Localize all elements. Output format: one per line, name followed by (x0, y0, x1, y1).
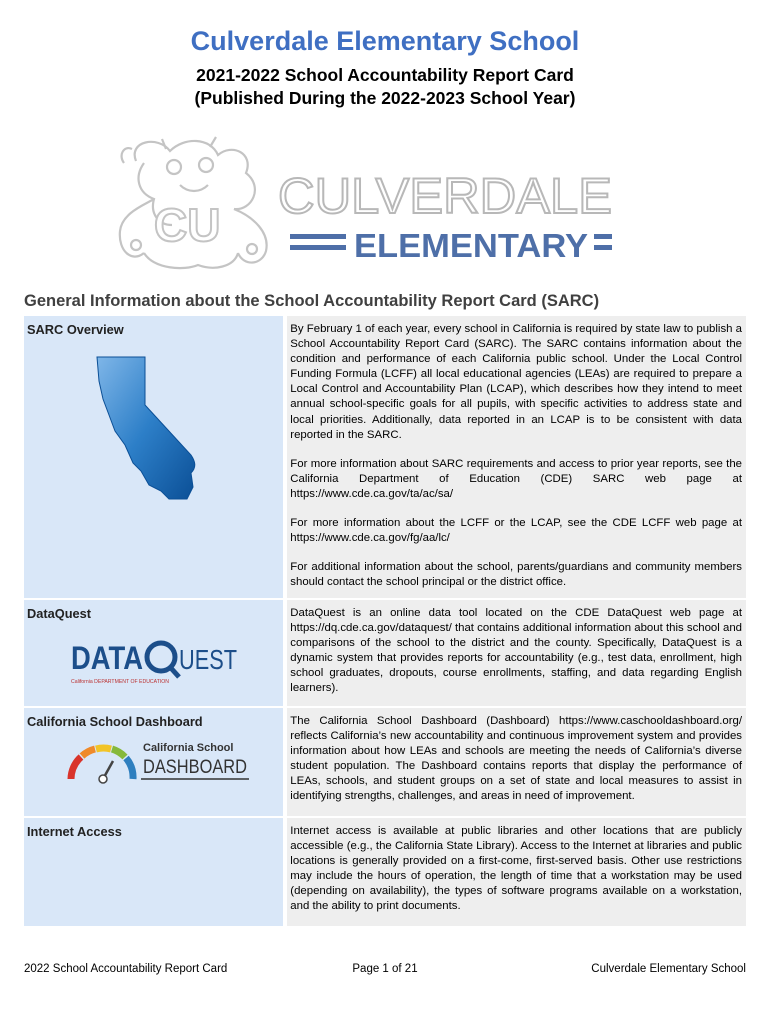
dataquest-logo-caption: California DEPARTMENT OF EDUCATION (71, 679, 170, 685)
dashboard-paragraph: The California School Dashboard (Dashboard) https://www.caschooldashboard.org/ reflects California’s new accountability and continuous improvement system and provides information about how LEAs and schools are meeting the needs of California’s diverse student population. The Dashboard contains reports that display the performance of LEAs, schools, and student groups on a set of state and local measures to assist in identifying strengths, challenges, and areas in need of improvement. (290, 715, 742, 803)
row-content-cell (287, 708, 746, 816)
sarc-overview-paragraph: For additional information about the school, parents/guardians and community members should contact the school principal or the district office. (290, 561, 742, 589)
row-content-cell (287, 600, 746, 706)
dataquest-logo-uest: UEST (179, 644, 237, 675)
report-subtitle: (Published During the 2022-2023 School Year) (194, 88, 576, 108)
sarc-overview-paragraph: For more information about the LCFF or the LCAP, see the CDE LCFF web page at https://www.cde.ca.gov/fg/aa/lc/ (290, 517, 742, 545)
school-name: Culverdale Elementary School (190, 26, 580, 56)
report-title-block (0, 64, 770, 110)
logo-bar-left-top (290, 234, 346, 239)
logo-initials: CU (154, 199, 221, 251)
table-row (24, 316, 746, 598)
logo-word-culverdale: CULVERDALE (278, 168, 612, 224)
sarc-overview-paragraph: By February 1 of each year, every school in California is required by state law to publish a School Accountability Report Card (SARC). The SARC contains information about the condition and performance of each California public school. Under the Local Control Funding Formula (LCFF) all local educational agencies (LEAs) are required to prepare a Local Control and Accountability Plan (LCAP), which describes how they intend to meet annual school-specific goals for all pupils, with specific activities to address state and local priorities. Additionally, data reported in an LCAP is to be consistent with data reported in the SARC. (290, 323, 742, 441)
sarc-info-table (24, 314, 746, 928)
row-content-cell (287, 316, 746, 598)
school-logo (114, 133, 616, 273)
gauge-icon (71, 757, 81, 779)
row-title-sarc-overview: SARC Overview (27, 322, 124, 337)
table-row (24, 600, 746, 706)
dashboard-logo-top: California School (143, 742, 234, 754)
report-title: 2021-2022 School Accountability Report Card (196, 65, 574, 85)
footer-right: Culverdale Elementary School (591, 963, 746, 975)
california-map-icon (95, 353, 215, 503)
row-label-cell (24, 708, 283, 816)
logo-bar-right-bottom (594, 245, 612, 250)
logo-bar-left-bottom (290, 245, 346, 250)
row-title-dataquest: DataQuest (27, 606, 92, 621)
dataquest-paragraph: DataQuest is an online data tool located on the CDE DataQuest web page at https://dq.cde.ca.gov/dataquest/ that contains additional information about this school and comparisons of the school to the district and the county. Specifically, DataQuest is a dynamic system that provides reports for accountability (e.g., test data, enrollment, high school graduates, dropouts, course enrollments, staffing, and data regarding English learners). (290, 607, 742, 695)
row-title-internet-access: Internet Access (27, 824, 122, 839)
table-row (24, 708, 746, 816)
sarc-overview-paragraph: For more information about SARC requirements and access to prior year reports, see the California Department of Education (CDE) SARC web page at https://www.cde.ca.gov/ta/ac/sa/ (290, 457, 742, 500)
dashboard-logo-bottom: DASHBOARD (143, 757, 247, 778)
footer-left: 2022 School Accountability Report Card (24, 963, 228, 975)
logo-word-elementary: ELEMENTARY (354, 227, 588, 264)
row-label-cell (24, 818, 283, 926)
logo-bar-right-top (594, 234, 612, 239)
section-heading: General Information about the School Accountability Report Card (SARC) (24, 292, 600, 310)
internet-access-paragraph: Internet access is available at public libraries and other locations that are publicly accessible (e.g., the California State Library). Access to the Internet at libraries and public locations is generally provided on a first-come, first-served basis. Other use restrictions may include the hours of operation, the length of time that a workstation may be used (depending on availability), the types of software programs available on a workstation, and the ability to print documents. (290, 825, 742, 913)
table-row (24, 818, 746, 926)
row-content-cell (287, 818, 746, 926)
row-label-cell (24, 600, 283, 706)
footer-page-number: Page 1 of 21 (352, 963, 418, 975)
dataquest-logo (69, 635, 239, 685)
dashboard-logo (65, 737, 255, 787)
row-title-dashboard: California School Dashboard (27, 714, 203, 729)
dataquest-logo-data: DATA (71, 640, 143, 676)
row-label-cell (24, 316, 283, 598)
